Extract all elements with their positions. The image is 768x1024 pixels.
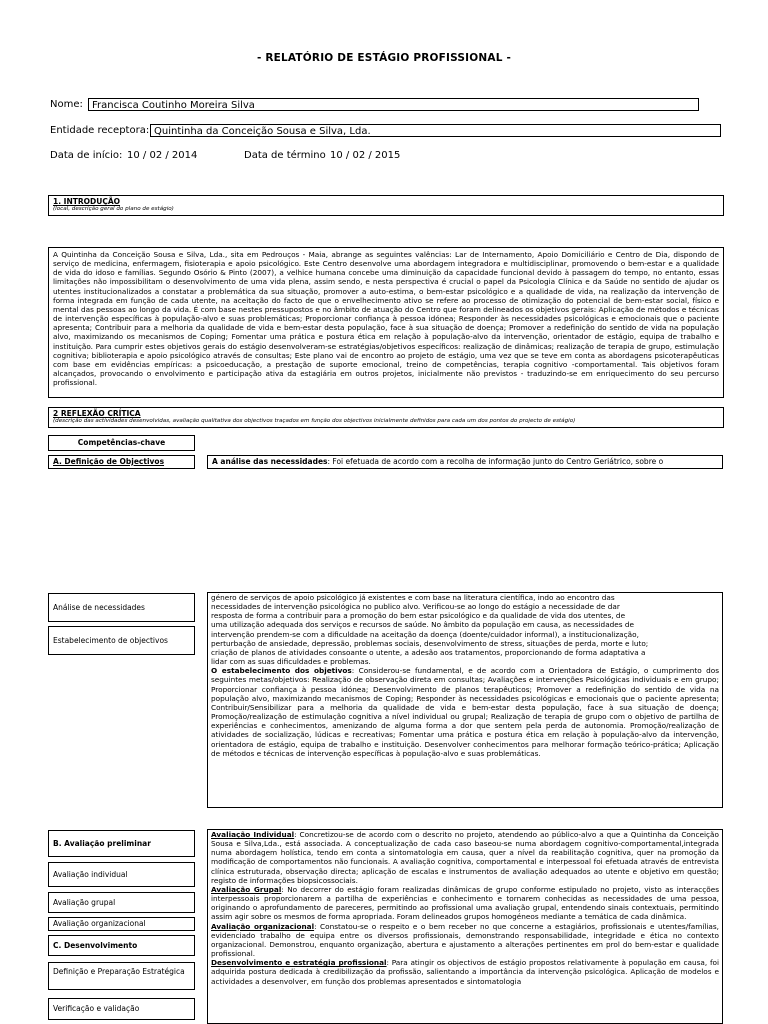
analise-bold: A análise das necessidades	[212, 457, 328, 466]
inicio-value: 10 / 02 / 2014	[127, 150, 198, 161]
intro-heading: 1. INTRODUÇÃO	[53, 197, 121, 206]
desenvolvimento-label: C. Desenvolvimento	[48, 935, 195, 956]
block1-line: género de serviços de apoio psicológico já existentes e com base na literatura científica, indo ao encontro das	[211, 593, 615, 602]
desenvolvimento-text	[211, 958, 719, 985]
block1-text-box	[207, 592, 723, 808]
objectivos-bold: O estabelecimento dos objetivos	[211, 666, 352, 676]
verificacao-validacao-label: Verificação e validação	[48, 998, 195, 1020]
avaliacao-individual-label: Avaliação individual	[48, 862, 195, 887]
intro-text-box	[48, 247, 724, 398]
estabelecimento-objectivos-text	[211, 666, 719, 758]
individual-text: : Concretizou-se de acordo com o descrito no projeto, atendendo ao público-alvo a que a Quintinha da Conceição Sousa e Silva,Lda., está associada. A conceptualização de cada caso baseou-se numa abordagem cognitivo-comportamental,integrada numa abordagem holística, tendo em conta a sintomatologia em causa, quer a nível da reabilitação cognitiva, quer na promoção da modificação de comportamentos não funcionais. A avaliação cognitiva, comportamental e interpessoal foi efetuada através de entrevista clínica estruturada, observação directa; aplicação de escalas e instrumentos de avaliação adequados ao utente e objetivo em questão; registo de informações biopsicossociais.	[211, 830, 719, 885]
avaliacao-grupal-text	[211, 885, 719, 922]
block2-text-box	[207, 829, 723, 1024]
avaliacao-grupal-label: Avaliação grupal	[48, 892, 195, 913]
avaliacao-organizacional-text	[211, 922, 719, 959]
reflexao-heading: 2 REFLEXÃO CRÍTICA	[53, 409, 141, 418]
entidade-label: Entidade receptora:	[50, 125, 150, 136]
grupal-bold: Avaliação Grupal	[211, 884, 282, 894]
analise-intro-line	[207, 455, 723, 469]
intro-heading-box	[48, 195, 724, 216]
block1-line: perturbação de ansiedade, depressão, problemas sociais, desenvolvimento de stress, situações de perda, morte e luto;	[211, 638, 649, 648]
termino-value: 10 / 02 / 2015	[330, 150, 401, 161]
analise-necessidades-text	[211, 593, 719, 666]
nome-field[interactable]: Francisca Coutinho Moreira Silva	[88, 98, 699, 111]
desenvolvimento-bold: Desenvolvimento e estratégia profissional	[211, 958, 387, 968]
organizacional-bold: Avaliação organizacional	[211, 921, 315, 931]
inicio-label: Data de início:	[50, 150, 123, 161]
individual-bold: Avaliação Individual	[211, 830, 295, 839]
desenvolvimento-body: : Para atingir os objectivos de estágio propostos relativamente à população em causa, foi adquirida postura dedicada à credibilização da profissão, salientando a importância da intervenção psicológica. Aplicação de modelos e actividades a desenvolver, em função dos problemas apresentados e sintomatologia	[211, 958, 720, 986]
definicao-objectivos-label: A. Definição de Objectivos	[48, 455, 195, 469]
definicao-preparacao-label: Definição e Preparação Estratégica	[48, 962, 195, 990]
avaliacao-individual-text	[211, 830, 719, 885]
intro-text: A Quintinha da Conceição Sousa e Silva, Lda., sita em Pedrouços - Maia, abrange as seguintes valências: Lar de Internamento, Apoio Domiciliário e Centro de Dia, dispondo de serviço de medicina, enfermagem, fisioterapia e apoio psicológico. Este Centro desenvolve uma abordagem integradora e multidisciplinar, promovendo o bem-estar e a qualidade de vida do idoso e famílias. Segundo Osório & Pinto (2007), a velhice humana concebe uma diminuição da capacidade funcional devido à passagem do tempo, no entanto, essas limitações não impossibilitam o desenvolvimento de uma vida plena, assim sendo, e nesta perspectiva é crucial o papel da Psicologia Clínica e da Saúde no sentido de ajudar os utentes institucionalizados a constatar a problemática da sua situação, promover a auto-estima, o bem-estar psicológico e a qualidade de vida, na realização da intervenção de forma integrada em função de cada utente, na aceitação do facto de que o envelhecimento ativo se refere ao processo de otimização do potencial de bem-estar social, físico e mental das pessoas ao longo da vida. É com base nestes pressupostos e no âmbito de atuação do Centro que foram delineados os objetivos gerais: Aplicação de métodos e técnicas de intervenção específicas à população-alvo e suas problemáticas; Proporcionar confiança à pessoa idónea; Responder às necessidades psicológicas e emocionais que o paciente apresenta; Contribuir para a melhoria da qualidade de vida e bem-estar desta população, face à sua situação de doença; Promover a redefinição do sentido de vida na população alvo, maximizando os mecanismos de Coping; Fomentar uma prática e postura ética em relação à população-alvo da intervenção, orientador de estágio, equipa de trabalho e instituição. Para cumprir estes objetivos gerais do estágio desenvolveram-se estratégias/objetivos específicos: realização de dinâmicas; realização de terapia de grupo, estimulação cognitiva; biblioterapia e apoio psicológico através de consultas; Este plano vai de encontro ao projeto de estágio, uma vez que se teve em conta as abordagens psicoterapêuticas com base em evidências empíricas: a psicoeducação, a prestação de suporte emocional, treino de competências, terapia cognitivo -comportamental. Tais objetivos foram alcançados, provocando o envolvimento e participação ativa da estagiária em outros projetos, inicialmente não previstos - traduzindo-se em enriquecimento do seu percurso profissional.	[53, 250, 719, 388]
block1-line: intervenção prendem-se com a dificuldade na aceitação da doença (doente/cuidador informal), a institucionalização,	[211, 629, 639, 639]
block1-line: uma utilização adequada dos serviços e recursos de saúde. No âmbito da população em causa, as necessidades de	[211, 620, 635, 630]
block1-line: necessidades de intervenção psicológica no publico alvo. Verificou-se ao longo do estágio a necessidade de dar	[211, 602, 620, 612]
avaliacao-organizacional-label: Avaliação organizacional	[48, 917, 195, 931]
organizacional-text: : Constatou-se o respeito e o bem receber no que concerne a estagiários, profissionais e utentes/famílias, evidenciado trabalho de equipa entre os diversos profissionais, demonstrando responsabilidade, integridade e ética no contexto organizacional. Demonstrou, enquanto organização, abertura e ajustamento a alterações pertinentes em prol do bem-estar e qualidade profissional.	[211, 921, 719, 959]
grupal-text: : No decorrer do estágio foram realizadas dinâmicas de grupo conforme estipulado no projeto, visto as interacções interpessoais proporcionarem a partilha de experiências e conhecimento e tornarem conhecidas as necessidades de uma pessoa, originando o aprofundamento de pareceres, permitindo ao profissional uma avaliação grupal, entendendo sinais contextuais, permitindo assim agir sobre os mesmos de forma apropriada. Foram delineados grupos homogéneos mediante a temática de cada dinâmica.	[211, 884, 720, 922]
competencias-header: Competências-chave	[48, 435, 195, 451]
entidade-field[interactable]: Quintinha da Conceição Sousa e Silva, Lda.	[150, 124, 721, 137]
reflexao-subheading: (descrição das actividades desenvolvidas, avaliação qualitativa dos objectivos traçados em função dos objectivos inicialmente definidos para cada um dos pontos do projecto de estágio)	[53, 418, 576, 424]
avaliacao-preliminar-label: B. Avaliação preliminar	[48, 830, 195, 857]
termino-label: Data de término	[244, 150, 326, 161]
analise-text: : Foi efetuada de acordo com a recolha de informação junto do Centro Geriátrico, sobre o	[327, 457, 664, 466]
block1-line: resposta de forma a contribuir para a promoção do bem estar psicológico e da qualidade de vida dos utentes, de	[211, 611, 626, 621]
block1-line: lidar com as suas dificuldades e problemas.	[211, 657, 371, 667]
reflexao-heading-box	[48, 407, 724, 428]
intro-subheading: (local, descrição geral do plano de estágio)	[53, 206, 174, 212]
analise-necessidades-label: Análise de necessidades	[48, 593, 195, 622]
objectivos-text: : Considerou-se fundamental, e de acordo com a Orientadora de Estágio, o cumprimento dos seguintes metas/objetivos: Realização de observação direta em consultas; Avaliações e intervenções Psicológicas individuais e em grupo; Proporcionar confiança à pessoa idónea; Desenvolvimento de planos terapêuticos; Promover a redefinição do sentido de vida na população alvo, maximizando mecanismos de Coping; Responder às necessidades psicológicas e emocionais que o paciente apresenta; Contribuir/Sensibilizar para a melhoria da qualidade de vida e bem-estar desta população, face à sua situação de doença; Promoção/realização de estimulação cognitiva a nível individual ou grupal; Realização de terapia de grupo com o objetivo de partilha de experiências e conhecimentos, amenizando de alguma forma a dor que sentem pela perda de autonomia. Promoção/realização de atividades de socialização, lúdicas e recreativas; Fomentar uma prática e postura ética em relação à população-alvo da intervenção, orientadora de estágio, equipa de trabalho e instituição. Desenvolver conhecimentos para melhorar formação teórico-prática; Aplicação de métodos e técnicas de intervenção específicas à população-alvo e suas problemáticas.	[211, 666, 719, 758]
block1-line: criação de planos de atividades consoante o utente, a adesão aos tratamentos, proporcionando de forma adaptativa a	[211, 647, 646, 657]
nome-label: Nome:	[50, 99, 83, 110]
report-title: - RELATÓRIO DE ESTÁGIO PROFISSIONAL -	[256, 52, 512, 64]
estabelecimento-objectivos-label: Estabelecimento de objectivos	[48, 626, 195, 655]
